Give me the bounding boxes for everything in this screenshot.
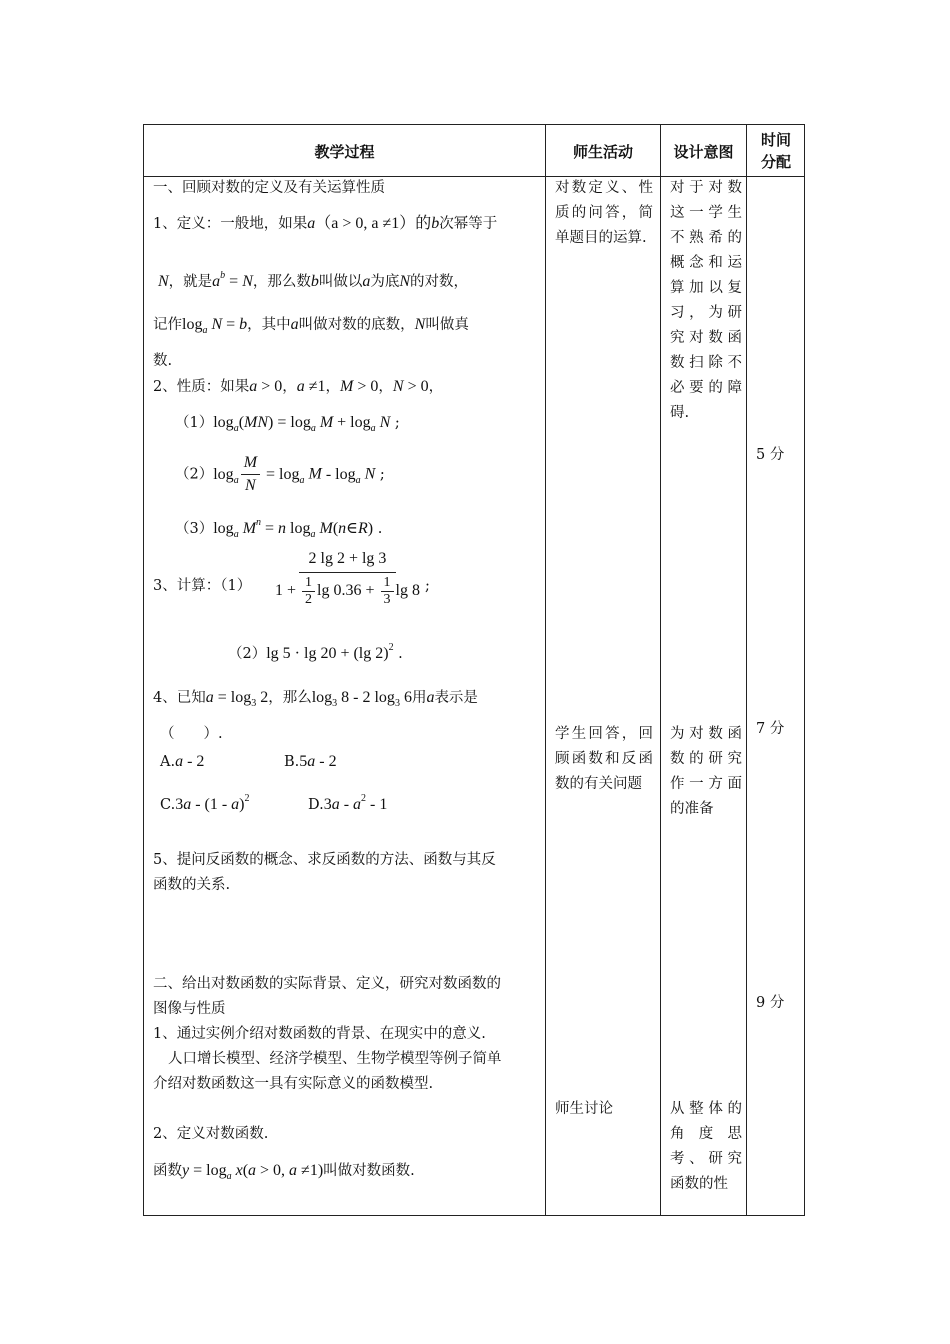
definition-line2: N，就是$a^b = N$，那么数b叫做以a为底N的对数， [158,270,469,290]
definition-line4: 数. [153,353,173,369]
calculation-2: （2）lg 5 · lg 20 + (lg 2)$^2$ . [228,642,403,662]
section2-item2: 2、定义对数函数. [153,1126,269,1142]
option-d: $D.3a - a^2 - 1$ [308,793,388,813]
section2-item1-detail2: 介绍对数函数这一具有实际意义的函数模型. [153,1076,434,1092]
section2-item1: 1、通过实例介绍对数函数的背景、在现实中的意义. [153,1026,486,1042]
time-3: 9 分 [756,995,785,1011]
header-time-line2: 分配 [760,153,791,171]
intent-1: 对于对数这一学生不熟希的概念和运算加以复习，为研究对数函数扫除不必要的障碍. [670,180,742,421]
section2-title-line2: 图像与性质 [153,1001,226,1017]
question-5-line1: 5、提问反函数的概念、求反函数的方法、函数与其反 [153,852,496,868]
section2-item1-detail1: 人口增长模型、经济学模型、生物学模型等例子简单 [168,1051,502,1067]
activity-2: 学生回答，回顾函数和反函数的有关问题 [555,726,653,792]
question-4: 4、已知$a = \log_3 2$，那么$\log_3 8 - 2$ $\log_3 6$用a表示是 [153,689,478,709]
column-divider [545,125,546,1215]
question-4-blank: （ ）. [160,726,223,742]
header-time-line1: 时间 [760,131,791,149]
time-2: 7 分 [756,721,785,737]
activity-1: 对数定义、性质的问答，简单题目的运算. [555,180,653,246]
question-5-line2: 函数的关系. [153,877,231,893]
property-intro: 2、性质：如果a > 0，a ≠1，M > 0，N > 0， [153,378,444,395]
option-c: C.3a - (1 - a)$^2$ [160,793,250,813]
intent-3: 从整体的角度思考、研究函数的性 [670,1101,742,1192]
definition-line1: 1、定义：一般地，如果a（a > 0, a ≠1）的b次幂等于 [153,215,498,232]
column-divider [746,125,747,1215]
activity-3: 师生讨论 [555,1101,613,1117]
column-divider [660,125,661,1215]
header-design-intent: 设计意图 [673,142,734,161]
intent-2: 为对数函数的研究作一方面的准备 [670,726,742,817]
log-function-definition: 函数$y = \log_a x(a > 0$, a ≠1)叫做对数函数. [153,1162,415,1182]
section1-title: 一、回顾对数的定义及有关运算性质 [153,180,385,196]
calculation-1: 3、计算：（1） 2 lg 2 + lg 3 1 + $\frac{1}{2}$ lg 0.36 + $\frac{1}{3}$ lg 8 ; [153,550,430,607]
property-1: $(1)\log_a(MN) = \log_a M + \log_a N$ ; [175,414,400,434]
header-time-allocation [747,125,805,177]
definition-line3: 记作$\log_a N = b$，其中a叫做对数的底数，N叫做真 [153,316,469,336]
property-2: $(2)\log_a$ $\frac{M}{N}$ = $\log_a M - \log_a N$ ; [175,454,385,494]
header-teaching-process: 教学过程 [314,142,375,161]
header-teacher-student-activity: 师生活动 [572,142,633,161]
option-b: B.5a - 2 [284,753,337,770]
time-1: 5 分 [756,447,785,463]
option-a: A.a - 2 [160,753,205,770]
property-3: $(3)\log_a$ $M^n = n$ $\log_a$ M(n∈R) . [175,517,383,540]
section2-title-line1: 二、给出对数函数的实际背景、定义，研究对数函数的 [153,976,501,992]
